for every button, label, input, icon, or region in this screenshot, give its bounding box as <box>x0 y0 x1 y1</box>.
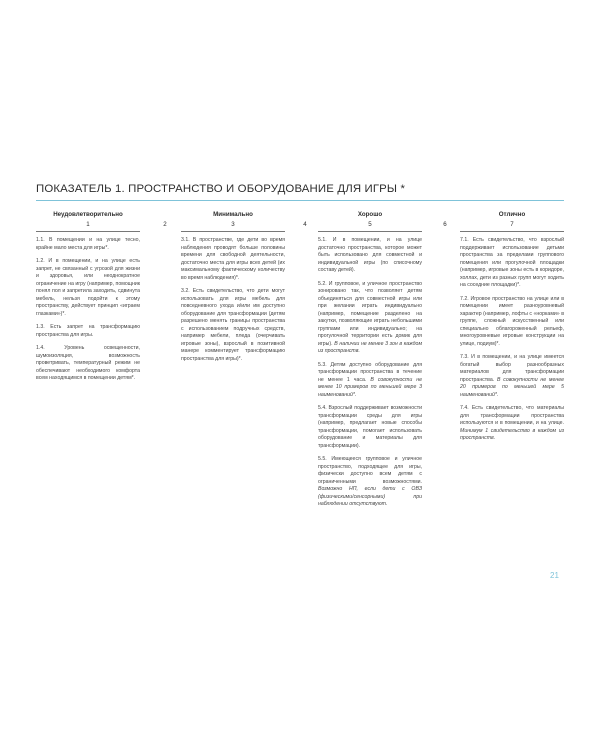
criterion-text: 1.2. И в помещении, и на улице есть запрет, не связанный с угрозой для жизни и здоровья, или неоднократное ограничение на игру (например, помощник понял пол и запретила заходить, сдвинута мебель, нельзя подойти к этому пространству, действует принцип «играем глазками»)*. <box>36 258 140 317</box>
title-divider <box>36 200 564 201</box>
criterion-item <box>318 456 422 509</box>
criterion-text: 1.3. Есть запрет на трансформацию пространства для игры. <box>36 324 140 338</box>
criterion-text: 5.3. Детям доступно оборудование для трансформации пространства в течение не менее 1 часа. <box>318 361 422 383</box>
criterion-text: 5.4. Взрослый поддерживает возможности трансформации среды для игры (например, предлагает новые способы трансформации, помогает использовать оборудование и материалы для трансформации). <box>318 405 422 449</box>
criterion-item <box>36 345 140 383</box>
scale-number-3: 3 <box>231 221 235 228</box>
page-number: 21 <box>550 571 559 580</box>
criterion-item <box>318 405 422 450</box>
criterion-text: 5.1. И в помещении, и на улице достаточно пространства, которое может быть использовано для совместной и индивидуальной игры (по списочному составу детей). <box>318 237 422 273</box>
criterion-item <box>460 354 564 399</box>
criterion-note: В наличии не менее 3 зон в каждом из пространств. <box>318 340 422 354</box>
criterion-note: В совокупности не менее 20 примеров по меньшей мере 5 наименований*. <box>460 376 564 398</box>
scale-number-5: 5 <box>368 221 372 228</box>
scale-number-7: 7 <box>510 221 514 228</box>
scale-rule-7 <box>460 231 564 232</box>
page-title: ПОКАЗАТЕЛЬ 1. ПРОСТРАНСТВО И ОБОРУДОВАНИЕ ДЛЯ ИГРЫ * <box>36 183 406 195</box>
scale-label-minimal: Минимально <box>213 211 253 218</box>
criterion-item <box>36 324 140 339</box>
scale-number-6: 6 <box>443 221 447 228</box>
criteria-column-excellent <box>460 237 564 449</box>
criterion-text: 3.2. Есть свидетельство, что дети могут использовать для игры мебель для повседневного ухода и/или им доступно оборудование для трансформации (детям разрешено менять границы пространства с использованием подручных средств, например мебели, пледа (очерчивать игровые зоны), взрослый в позитивной манере комментирует трансформацию пространства для игры)*. <box>181 288 285 362</box>
criterion-item <box>36 258 140 318</box>
criterion-item <box>318 237 422 275</box>
criterion-item <box>460 405 564 443</box>
scale-number-2: 2 <box>163 221 167 228</box>
scale-number-4: 4 <box>303 221 307 228</box>
criterion-text: 3.1. В пространстве, где дети во время наблюдения проводят больше половины времени для свободной деятельности, достаточно места для игры всех детей (их максимальному фактическому количеству во время наблюдения)*. <box>181 237 285 281</box>
criterion-text: 7.3. И в помещении, и на улице имеется богатый выбор разнообразных материалов для трансформации пространства. <box>460 354 564 383</box>
criterion-item <box>318 281 422 356</box>
scale-rule-1 <box>36 231 140 232</box>
criterion-note: Возможно НП, если дети с ОВЗ (физическими/сенсорными) при наблюдении отсутствуют. <box>318 486 422 507</box>
criterion-item <box>318 362 422 400</box>
criterion-item <box>460 296 564 349</box>
scale-label-good: Хорошо <box>357 211 383 218</box>
scale-number-1: 1 <box>86 221 90 228</box>
criterion-item <box>181 237 285 282</box>
criteria-column-minimal <box>181 237 285 369</box>
criterion-text: 5.5. Имеющееся групповое и уличное пространство, подходящее для игры, физически доступно всем детям с ограниченными возможностями. <box>318 456 422 485</box>
criterion-note: В совокупности не менее 10 примеров по меньшей мере 3 наименований*. <box>318 376 422 398</box>
criterion-text: 7.2. Игровое пространство на улице или в помещении имеет разноуровневый характер (например, лофты с «норками» в группе, сложный искусственный или специально облагороженный рельеф, многоуровневые игровые конструкции на улице, подиум)*. <box>460 295 564 347</box>
criterion-text: 7.4. Есть свидетельство, что материалы для трансформации пространства используются и в помещении, и на улице. <box>460 405 564 426</box>
criteria-column-good <box>318 237 422 515</box>
scale-rule-5 <box>318 231 422 232</box>
scale-rule-3 <box>181 231 285 232</box>
criterion-text: 1.1. В помещении и на улице тесно, крайне мало места для игры*. <box>36 237 140 251</box>
criteria-column-unsatisfactory <box>36 237 140 389</box>
scale-label-unsatisfactory: Неудовлетворительно <box>53 211 123 218</box>
criterion-text: 5.2. И групповое, и уличное пространство зонировано так, что позволяет детям объединяться для совместной игры или при желании играть индивидуально (например, помещение разделено на закутки, позволяющие играть небольшими группами или индивидуально; на прогулочной территории есть домик для игры). <box>318 280 422 347</box>
criterion-item <box>460 237 564 290</box>
criterion-item <box>36 237 140 252</box>
criterion-item <box>181 288 285 363</box>
criterion-text: 7.1. Есть свидетельство, что взрослый поддерживает использование детьми пространства за пределами группового помещения или прогулочной площадки (например, игровые зоны есть в коридоре, холлах, дети из разных групп могут ходить на соседние площадки)*. <box>460 237 564 288</box>
criterion-text: 1.4. Уровень освещенности, шумоизоляция, возможность проветривать, температурный режим не обеспечивают необходимого комфорта всем находящимся в помещении детям*. <box>36 345 140 381</box>
criterion-note: Минимум 1 свидетельство в каждом из пространств. <box>460 427 564 441</box>
scale-label-excellent: Отлично <box>498 211 526 218</box>
